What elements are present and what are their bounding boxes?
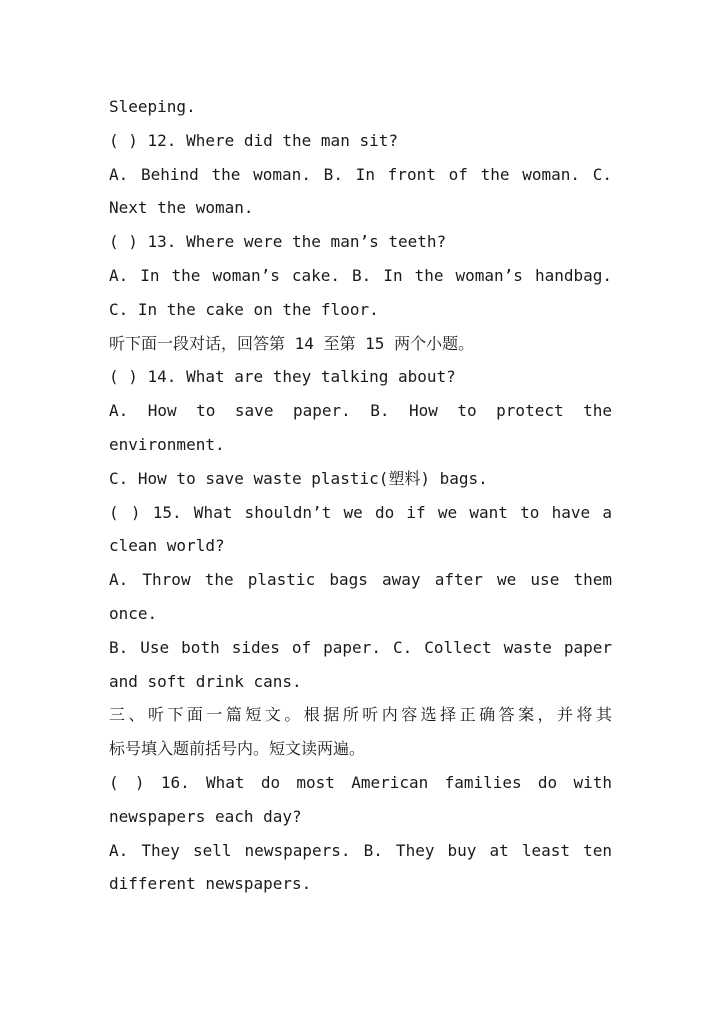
question-15-options-bc: B. Use both sides of paper. C. Collect waste paper <box>109 637 612 657</box>
section-three-heading: 三、听下面一篇短文。根据所听内容选择正确答案，并将其 <box>109 705 612 725</box>
question-13: ( ) 13. Where were the man’s teeth? <box>109 232 447 252</box>
section-instruction-14-15: 听下面一段对话，回答第 14 至第 15 两个小题。 <box>109 333 475 353</box>
document-page <box>109 90 612 901</box>
question-12: ( ) 12. Where did the man sit? <box>109 130 398 150</box>
question-12-options: A. Behind the woman. B. In front of the woman. C. <box>109 164 612 184</box>
section-three-heading-cont: 标号填入题前括号内。短文读两遍。 <box>109 739 366 759</box>
question-14-options: A. How to save paper. B. How to protect the <box>109 401 612 421</box>
text-line-sleeping: Sleeping. <box>109 97 196 116</box>
question-15-options-bc-cont: and soft drink cans. <box>109 671 302 691</box>
question-13-options-cont: C. In the cake on the floor. <box>109 299 379 319</box>
question-16-cont: newspapers each day? <box>109 806 302 826</box>
question-15-option-a: A. Throw the plastic bags away after we use them <box>109 570 612 590</box>
question-15-option-a-cont: once. <box>109 603 158 623</box>
question-14-options-cont: environment. <box>109 434 225 454</box>
question-15: ( ) 15. What shouldn’t we do if we want to have a <box>109 502 612 522</box>
question-16-options-cont: different newspapers. <box>109 874 312 894</box>
question-15-cont: clean world? <box>109 536 225 556</box>
question-14: ( ) 14. What are they talking about? <box>109 367 456 387</box>
question-16-options: A. They sell newspapers. B. They buy at least ten <box>109 840 612 860</box>
question-14-option-c: C. How to save waste plastic(塑料) bags. <box>109 468 488 488</box>
question-16: ( ) 16. What do most American families do with <box>109 772 612 792</box>
question-13-options: A. In the woman’s cake. B. In the woman’s handbag. <box>109 265 612 285</box>
question-12-options-cont: Next the woman. <box>109 198 254 218</box>
